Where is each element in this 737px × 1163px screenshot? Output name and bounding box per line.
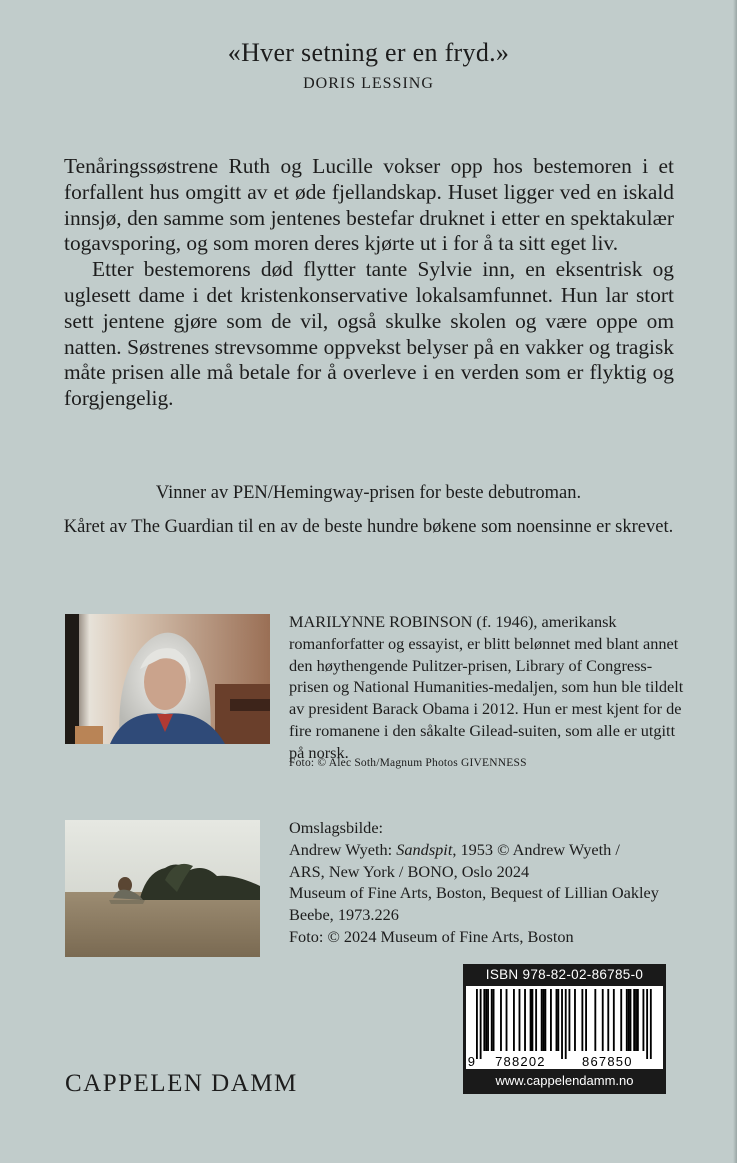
- barcode-bar: [487, 989, 489, 1051]
- review-quote: «Hver setning er en fryd.»: [227, 38, 510, 67]
- barcode-bars: [466, 986, 663, 1069]
- barcode-bar: [581, 989, 583, 1051]
- cover-credit-line: Beebe, 1973.226: [289, 905, 399, 925]
- blurb-paragraph: Tenåringssøstrene Ruth og Lucille vokser opp hos bestemoren i et forfallent hus omgitt av et øde fjellandskap. Huset ligger ved en iskald innsjø, den samme som jentenes bestefar druknet i etter en spektakulær togavsporing, og som moren deres kjørte ut i for å ta sitt eget liv.: [64, 154, 674, 256]
- author-bio: [289, 611, 689, 764]
- barcode-bar: [483, 989, 485, 1051]
- barcode-digits: 788202: [495, 1054, 546, 1069]
- cover-credit-line: Foto: © 2024 Museum of Fine Arts, Boston: [289, 926, 574, 946]
- barcode-bar: [557, 989, 559, 1051]
- barcode-bar: [602, 989, 604, 1051]
- barcode-digits: 9: [467, 1054, 477, 1069]
- award-line: Vinner av PEN/Hemingway-prisen for beste debutroman.: [155, 483, 582, 503]
- author-portrait-image: [65, 614, 270, 744]
- cover-credit-line: Museum of Fine Arts, Boston, Bequest of Lillian Oakley: [289, 883, 659, 903]
- book-blurb: [64, 154, 674, 412]
- barcode-bar: [620, 989, 622, 1051]
- barcode-bar: [535, 989, 537, 1051]
- barcode: [466, 986, 663, 1069]
- barcode-bar: [646, 989, 648, 1059]
- barcode-bar: [519, 989, 521, 1051]
- barcode-bar: [493, 989, 495, 1051]
- barcode-bar: [476, 989, 478, 1059]
- barcode-bar: [513, 989, 515, 1051]
- barcode-bar: [541, 989, 543, 1051]
- barcode-bar: [633, 989, 635, 1051]
- cover-credit-artwork: [289, 839, 689, 861]
- author-photo: [65, 614, 270, 744]
- sandspit-painting-image: [65, 820, 260, 957]
- barcode-bar: [613, 989, 615, 1051]
- barcode-bar: [500, 989, 502, 1051]
- barcode-bar: [550, 989, 552, 1051]
- barcode-bar: [543, 989, 545, 1051]
- artwork-copyright: , 1953 © Andrew Wyeth /: [452, 839, 620, 859]
- cover-edge: [733, 0, 737, 1163]
- cover-credit: [289, 817, 689, 948]
- artwork-title: Sandspit: [396, 839, 453, 859]
- barcode-bar: [607, 989, 609, 1051]
- barcode-bar: [530, 989, 532, 1051]
- publisher-url: www.cappelendamm.no: [495, 1073, 634, 1088]
- isbn-barcode-box: [463, 964, 666, 1094]
- barcode-digits: 867850: [582, 1054, 633, 1069]
- barcode-bar: [524, 989, 526, 1051]
- barcode-bar: [569, 989, 571, 1051]
- barcode-bar: [574, 989, 576, 1051]
- barcode-bar: [637, 989, 639, 1051]
- barcode-bar: [561, 989, 563, 1059]
- artwork-artist: Andrew Wyeth:: [289, 839, 397, 859]
- barcode-bar: [635, 989, 637, 1051]
- barcode-bar: [643, 989, 645, 1051]
- barcode-bar: [650, 989, 652, 1059]
- award-line: Kåret av The Guardian til en av de beste hundre bøkene som noensinne er skrevet.: [63, 517, 674, 537]
- barcode-bar: [585, 989, 587, 1051]
- barcode-bar: [630, 989, 632, 1051]
- barcode-bar: [532, 989, 534, 1051]
- barcode-bar: [594, 989, 596, 1051]
- barcode-bar: [565, 989, 567, 1059]
- author-bio-text: MARILYNNE ROBINSON (f. 1946), amerikansk romanforfatter og essayist, er blitt belønnet med blant annet den høythengende Pulitzer-prisen, Library of Congress-prisen og National Humanities-medaljen, som hun ble tildelt av president Barack Obama i 2012. Hun er mest kjent for de fire romanene i den såkalte Gilead-suiten, som alle er utgitt på norsk.: [289, 612, 684, 762]
- photo-credit: Foto: © Alec Soth/Magnum Photos GIVENNESS: [289, 757, 527, 769]
- cover-artwork: [65, 820, 260, 957]
- barcode-bar: [485, 989, 487, 1051]
- barcode-bar: [480, 989, 482, 1059]
- isbn-label: ISBN 978-82-02-86785-0: [485, 967, 644, 982]
- cover-credit-heading: Omslagsbilde:: [289, 818, 384, 837]
- cover-credit-line: ARS, New York / BONO, Oslo 2024: [289, 861, 530, 881]
- barcode-bar: [556, 989, 558, 1051]
- barcode-bar: [626, 989, 628, 1051]
- barcode-bar: [506, 989, 508, 1051]
- publisher-logo: CAPPELEN DAMM: [65, 1070, 298, 1097]
- barcode-bar: [628, 989, 630, 1051]
- barcode-bar: [491, 989, 493, 1051]
- quote-author: DORIS LESSING: [303, 75, 434, 92]
- barcode-bar: [544, 989, 546, 1051]
- blurb-paragraph: Etter bestemorens død flytter tante Sylvie inn, en eksentrisk og uglesett dame i det kristenkonservative lokalsamfunnet. Hun lar stort sett jentene gjøre som de vil, også skulke skolen og være oppe om natten. Søstrenes strevsomme oppvekst belyser på en vakker og tragisk måte prisen alle må betale for å overleve i en verden som er flyktig og forgjengelig.: [64, 257, 674, 411]
